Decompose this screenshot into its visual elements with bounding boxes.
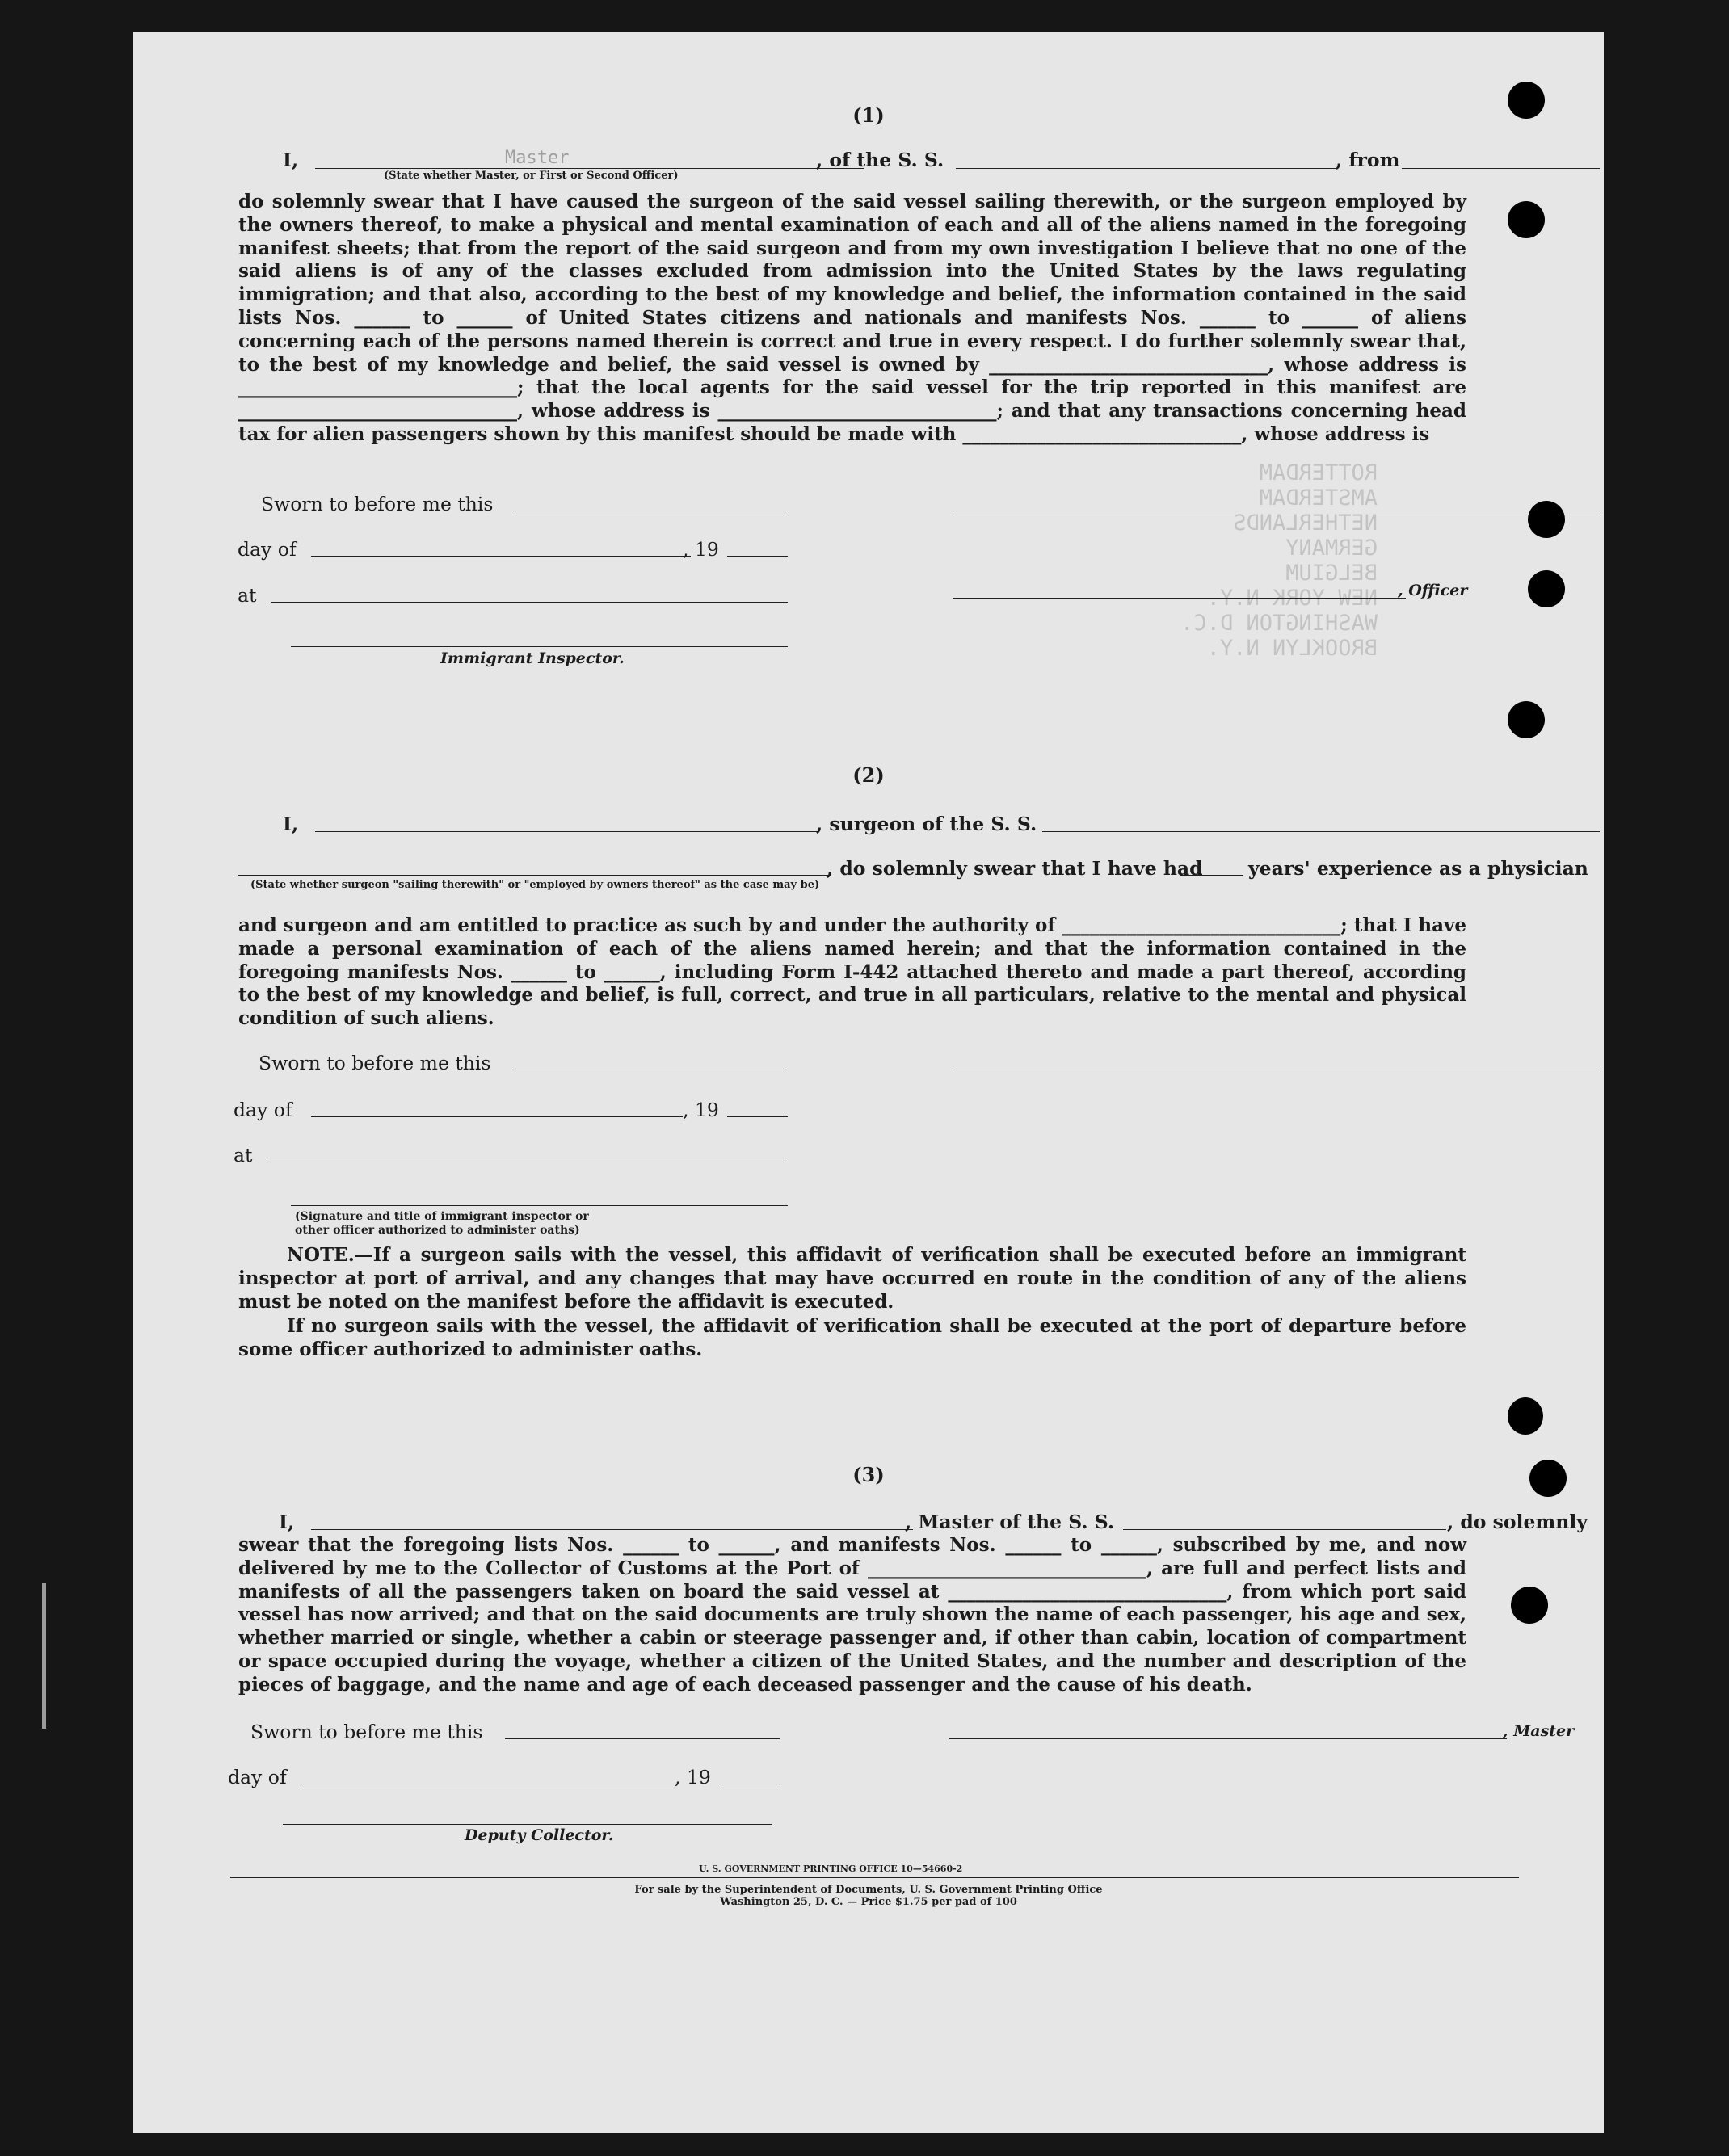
punch-hole: [1508, 82, 1545, 119]
s1-oath-text: do solemnly swear that I have caused the surgeon of the said vessel sailing therewith, or the surgeon employed by the owners thereof, to make a physical and mental examination of each and all of the aliens named in the foregoing manifest sheets; that from the report of the said surgeon and from my own investigation I believe that no one of the said aliens is of any of the classes excluded from admission into the United States by the laws regulating immigration; and that also, according to the best of my knowledge and belief, the information contained in the said lists Nos. ______ to ______ of United States citizens and nationals and manifests Nos. ______ to ______ of aliens concerning each of the persons named therein is correct and true in every respect. I do further solemnly swear that, to the best of my knowledge and belief, the said vessel is owned by ______________________________, whose address is ______________________________; that the local agents for the said vessel for the trip reported in this manifest are ______________________________, whose address is ______________________________; and that any transactions concerning head tax for alien passengers shown by this manifest should be made with ______________________________, whose address is: [238, 191, 1466, 445]
s1-day-line: [311, 556, 691, 557]
punch-hole: [1508, 201, 1545, 238]
s3-i-label: I,: [279, 1511, 295, 1533]
s3-day-label: day of: [228, 1766, 287, 1788]
s2-sworn-label: Sworn to before me this: [259, 1052, 491, 1074]
s2-years-line: [1180, 875, 1243, 876]
s3-oath-text: swear that the foregoing lists Nos. ______ to ______, and manifests Nos. ______ to ______, subscribed by me, and now delivered by me to the Collector of Customs at the Port of ______________________________, are full and perfect lists and manifests of all the passengers taken on board the said vessel at ______________________________, from which port said vessel has now arrived; and that on the said documents are truly shown the name of each passenger, his age and sex, whether married or single, whether a cabin or steerage passenger and, if other than cabin, location of compartment or space occupied during the voyage, whether a citizen of the United States, and the number and description of the pieces of baggage, and the name and age of each deceased passenger and the cause of his death.: [238, 1534, 1466, 1696]
s3-collector-label: Deputy Collector.: [465, 1826, 614, 1844]
s2-sig-caption-1: (Signature and title of immigrant inspector or: [295, 1210, 589, 1223]
s1-from-line: [1402, 168, 1600, 169]
s3-year-label: , 19: [675, 1766, 711, 1788]
s1-name-line: [315, 168, 864, 169]
punch-hole: [1508, 1397, 1543, 1435]
s2-day-line: [311, 1116, 683, 1117]
punch-hole: [1528, 501, 1565, 538]
sale-notice-2: Washington 25, D. C. — Price $1.75 per pad of 100: [720, 1896, 1017, 1908]
s2-oath-text: and surgeon and am entitled to practice as such by and under the authority of ______________________________; that I have made a personal examination of each of the aliens named herein; and that the information contained in the foregoing manifests Nos. ______ to ______, including Form I-442 attached thereto and made a part thereof, according to the best of my knowledge and belief, is full, correct, and true in all particulars, relative to the mental and physical condition of such aliens.: [238, 914, 1467, 1030]
s3-sworn-line: [505, 1738, 780, 1739]
gpo-imprint: U. S. GOVERNMENT PRINTING OFFICE 10—54660-2: [699, 1864, 963, 1874]
s2-note-2: If no surgeon sails with the vessel, the affidavit of verification shall be executed at the port of departure before some officer authorized to administer oaths.: [238, 1315, 1466, 1360]
s1-state-caption: (State whether Master, or First or Second Officer): [384, 170, 679, 182]
s2-state-caption: (State whether surgeon "sailing therewith" or "employed by owners thereof" as the case may be): [250, 879, 820, 891]
punch-hole: [1529, 1460, 1567, 1497]
s3-master-line: [949, 1738, 1507, 1739]
s2-swear: , do solemnly swear that I have had: [827, 857, 1203, 880]
s1-filled-role: Master: [505, 148, 570, 168]
s1-of-ss: , of the S. S.: [816, 149, 944, 171]
section-2-number: (2): [852, 763, 885, 787]
s2-years: years' experience as a physician: [1248, 857, 1588, 880]
s2-day-label: day of: [233, 1099, 292, 1121]
s2-year-line: [727, 1116, 788, 1117]
s1-officer-label: , Officer: [1398, 582, 1468, 599]
s3-name-line: [311, 1529, 913, 1530]
s1-ship-line: [956, 168, 1336, 169]
footer-rule: [230, 1877, 1519, 1878]
manifest-page: [133, 32, 1604, 2133]
s1-officer-line-2: [953, 598, 1406, 599]
s2-year-label: , 19: [683, 1099, 719, 1121]
sale-notice-1: For sale by the Superintendent of Documents, U. S. Government Printing Office: [634, 1884, 1103, 1896]
scan-edge-mark: [42, 1583, 46, 1729]
s2-at-label: at: [233, 1144, 253, 1166]
punch-hole: [1508, 701, 1545, 738]
s2-sig-caption-2: other officer authorized to administer oaths): [295, 1224, 580, 1237]
s1-at-line: [271, 602, 788, 603]
s1-year-label: , 19: [683, 538, 719, 561]
s3-master-label: , Master: [1503, 1722, 1575, 1740]
s2-inspector-line: [291, 1205, 788, 1206]
s1-from: , from: [1336, 149, 1400, 171]
s1-sworn-label: Sworn to before me this: [261, 493, 494, 515]
s2-status-line: [238, 875, 828, 876]
s1-i-label: I,: [283, 149, 299, 171]
punch-hole: [1511, 1587, 1548, 1624]
s3-sworn-label: Sworn to before me this: [250, 1721, 483, 1743]
s1-year-line: [727, 556, 788, 557]
s1-inspector-label: Immigrant Inspector.: [440, 649, 625, 667]
s3-ship-line: [1123, 1529, 1446, 1530]
s3-do-solemnly: , do solemnly: [1447, 1511, 1588, 1533]
s2-i-label: I,: [283, 813, 299, 835]
section-1-number: (1): [852, 103, 885, 127]
s1-inspector-line: [291, 646, 788, 647]
s2-surgeon-of: , surgeon of the S. S.: [816, 813, 1037, 835]
punch-hole: [1528, 570, 1565, 607]
s2-note-1: NOTE.—If a surgeon sails with the vessel, this affidavit of verification shall be executed before an immigrant inspector at port of arrival, and any changes that may have occurred en route in the condition of any of the aliens must be noted on the manifest before the affidavit is executed.: [238, 1244, 1466, 1313]
s2-name-line: [315, 831, 818, 832]
s1-at-label: at: [238, 584, 257, 607]
s2-ship-line: [1042, 831, 1600, 832]
s3-master-of: , Master of the S. S.: [905, 1511, 1115, 1533]
section-3-number: (3): [852, 1463, 885, 1486]
bleed-through-text: ROTTERDAM AMSTERDAM NETHERLANDS GERMANY BELGIUM NEW YORK N.Y. WASHINGTON D.C. BROOKLYN N.Y.: [1180, 460, 1378, 661]
s1-day-label: day of: [238, 538, 297, 561]
s3-collector-line: [283, 1824, 772, 1825]
